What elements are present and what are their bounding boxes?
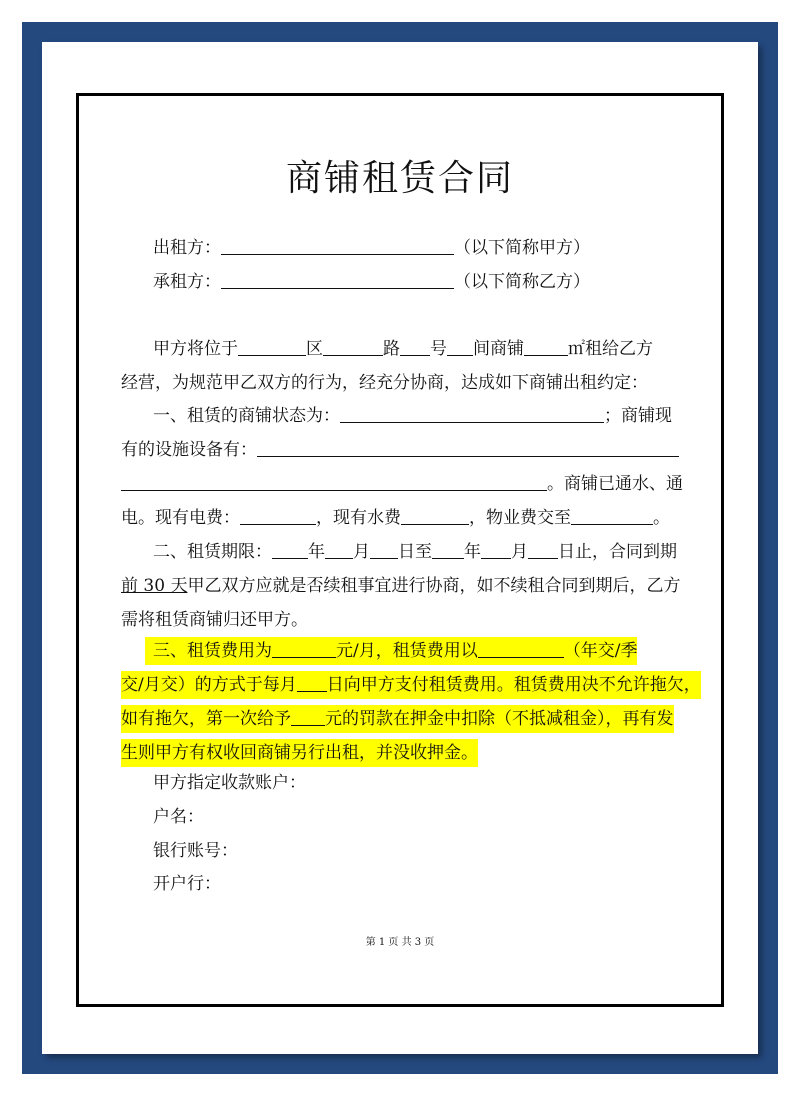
- highlighted-text: [145, 637, 637, 665]
- bank-name-label: 开户行：: [153, 874, 221, 894]
- clause-text: ，物业费交至: [469, 508, 571, 528]
- facilities-blank-continued[interactable]: [121, 468, 547, 491]
- number-blank[interactable]: [400, 333, 430, 356]
- account-name-label: 户名：: [153, 807, 204, 827]
- intro-line-2: 经营，为规范甲乙双方的行为，经充分协商，达成如下商铺出租约定：: [121, 373, 648, 393]
- clause-text: 。: [653, 508, 670, 528]
- clause-text: 交/月交）的方式于每月: [121, 675, 297, 695]
- district-blank[interactable]: [238, 333, 306, 356]
- clause3-line-1: [145, 634, 637, 668]
- clause3-line-4: [121, 736, 478, 770]
- rent-amount-blank[interactable]: [272, 635, 336, 658]
- document-title: 商铺租赁合同: [285, 158, 514, 199]
- clause-text: 年: [464, 542, 481, 562]
- electricity-blank[interactable]: [240, 502, 316, 525]
- water-blank[interactable]: [401, 502, 469, 525]
- end-year-blank[interactable]: [432, 536, 464, 559]
- highlighted-text: [121, 705, 674, 733]
- clause2-line-3: 需将租赁商铺归还甲方。: [121, 610, 308, 630]
- penalty-amount-blank[interactable]: [291, 703, 325, 726]
- clause-text: 月: [511, 542, 528, 562]
- clause-text: 元的罚款在押金中扣除（不抵减租金），再有发: [325, 709, 674, 729]
- property-fee-blank[interactable]: [571, 502, 653, 525]
- clause-text: 电。现有电费：: [121, 508, 240, 528]
- bank-account-label: 银行账号：: [153, 841, 238, 861]
- lessee-line: [153, 265, 590, 299]
- clause-text: 月: [353, 542, 370, 562]
- lessor-note: （以下简称甲方）: [454, 238, 590, 258]
- intro-text: 号: [430, 339, 447, 359]
- clause1-line-2: [121, 433, 679, 467]
- clause2-line-1: [153, 535, 677, 569]
- intro-text: 甲方将位于: [153, 339, 238, 359]
- clause1-line-3: [121, 467, 683, 501]
- payment-method-blank[interactable]: [478, 635, 564, 658]
- clause-text: 有的设施设备有：: [121, 440, 257, 460]
- clause1-line-1: [153, 399, 672, 433]
- page-number: 第 1 页 共 3 页: [365, 937, 435, 948]
- clause-text: 日向甲方支付租赁费用。租赁费用决不允许拖欠，: [326, 675, 701, 695]
- start-month-blank[interactable]: [325, 536, 353, 559]
- clause-text: ；商铺现: [604, 406, 672, 426]
- lessor-line: [153, 231, 590, 265]
- clause-text: 二、租赁期限：: [153, 542, 272, 562]
- account-heading: 甲方指定收款账户：: [153, 773, 306, 793]
- clause1-line-4: [121, 501, 670, 535]
- clause2-line-2: [121, 569, 680, 603]
- lessor-label: 出租方：: [153, 238, 221, 258]
- clause-text: 如有拖欠，第一次给予: [121, 709, 291, 729]
- clause-text: 一、租赁的商铺状态为：: [153, 406, 340, 426]
- intro-text: 区: [306, 339, 323, 359]
- clause-text: 日至: [398, 542, 432, 562]
- intro-text: 路: [383, 339, 400, 359]
- clause3-line-3: [121, 702, 674, 736]
- shop-status-blank[interactable]: [340, 400, 604, 423]
- intro-text: ㎡租给乙方: [568, 339, 653, 359]
- clause-text: 。商铺已通水、通: [547, 474, 683, 494]
- start-year-blank[interactable]: [272, 536, 308, 559]
- highlighted-text: 生则甲方有权收回商铺另行出租，并没收押金。: [121, 739, 478, 767]
- end-day-blank[interactable]: [528, 536, 558, 559]
- unit-blank[interactable]: [447, 333, 473, 356]
- clause3-line-2: [121, 668, 701, 702]
- highlighted-text: [121, 671, 701, 699]
- clause-text: （年交/季: [563, 641, 638, 661]
- road-blank[interactable]: [323, 333, 383, 356]
- intro-line-1: [153, 332, 653, 366]
- lessee-blank[interactable]: [221, 266, 454, 289]
- intro-text: 间商铺: [473, 339, 524, 359]
- lessor-blank[interactable]: [221, 232, 454, 255]
- clause-text: ，现有水费: [316, 508, 401, 528]
- notice-period: 前 30 天: [121, 576, 188, 596]
- area-blank[interactable]: [524, 333, 568, 356]
- lessee-note: （以下简称乙方）: [454, 272, 590, 292]
- end-month-blank[interactable]: [481, 536, 511, 559]
- lessee-label: 承租方：: [153, 272, 221, 292]
- payment-day-blank[interactable]: [297, 669, 327, 692]
- facilities-blank[interactable]: [257, 434, 679, 457]
- clause-text: 日止，合同到期: [558, 542, 677, 562]
- clause-text: 元/月，租赁费用以: [336, 641, 478, 661]
- clause-text: 三、租赁费用为: [153, 641, 272, 661]
- clause-text: 甲乙双方应就是否续租事宜进行协商，如不续租合同到期后，乙方: [187, 576, 681, 596]
- clause-text: 年: [308, 542, 325, 562]
- start-day-blank[interactable]: [370, 536, 398, 559]
